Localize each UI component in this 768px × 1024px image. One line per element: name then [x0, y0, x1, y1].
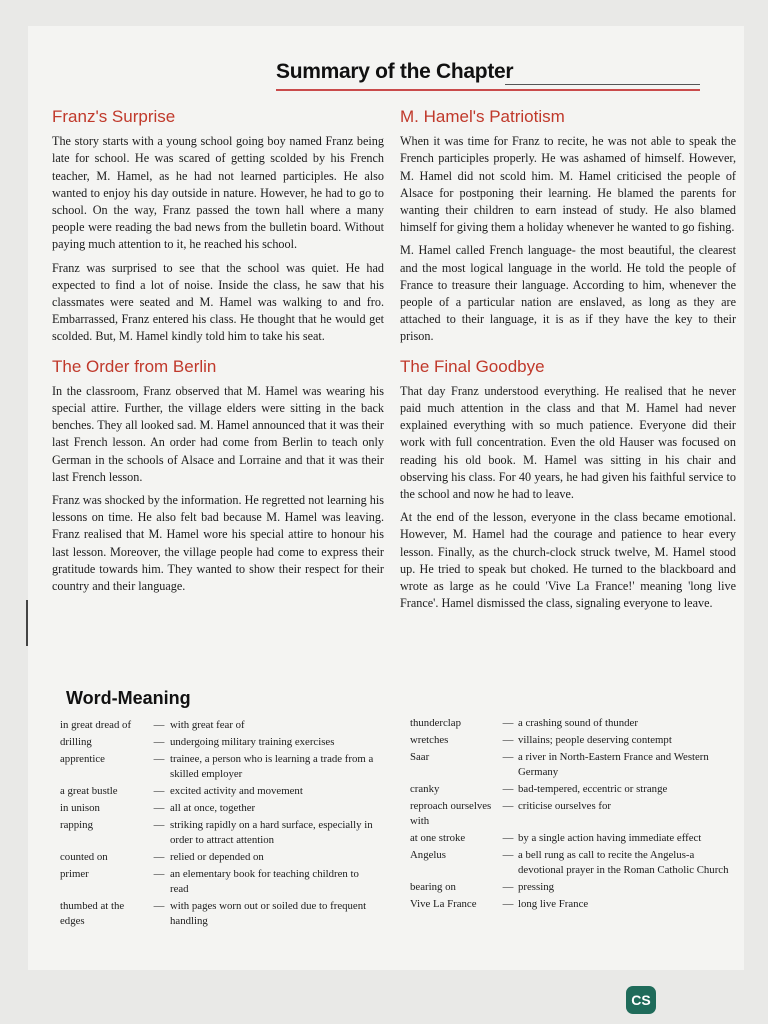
word-meaning-row [410, 799, 735, 829]
term: at one stroke [410, 832, 466, 844]
dash: — [153, 802, 165, 814]
paragraph: Franz was surprised to see that the school was quiet. He had expected to find a lot of noise. Inside the class, he saw that his classmates were seated and M. Hamel was walking to and fro. Embarrassed, Franz entered his class. He thought that he would get scolded. But, M. Hamel kindly told him to take his seat. [52, 260, 384, 344]
section-heading: Franz's Surprise [52, 107, 176, 126]
paragraph: M. Hamel called French language- the most beautiful, the clearest and the most logical language in the world. He told the people of France to treasure their language. According to him, whenever the people of a particular nation are enslaved, as long as they are attached to their language, it is as if they have the key to their prison. [400, 243, 736, 344]
meaning: a crashing sound of thunder [518, 717, 638, 729]
term: cranky [410, 783, 440, 795]
section-final-goodbye [400, 358, 736, 613]
meaning: criticise ourselves for [518, 800, 611, 812]
title-underline [505, 84, 700, 85]
word-meaning-title: Word-Meaning [66, 688, 191, 708]
word-meaning-row [60, 850, 380, 865]
dash: — [153, 819, 165, 831]
meaning: undergoing military training exercises [170, 736, 335, 748]
margin-pen-mark [26, 600, 28, 646]
word-meaning-row [410, 782, 735, 797]
meaning: striking rapidly on a hard surface, especially in order to attract attention [170, 819, 373, 846]
word-meaning-row [60, 899, 380, 929]
meaning: trainee, a person who is learning a trade from a skilled employer [170, 753, 374, 780]
meaning: villains; people deserving contempt [518, 734, 672, 746]
word-meaning-row [60, 752, 380, 782]
meaning: by a single action having immediate effect [518, 832, 702, 844]
term: in unison [60, 802, 100, 814]
term: Saar [410, 751, 430, 763]
dash: — [502, 783, 514, 795]
term: thumbed at the edges [60, 900, 125, 927]
paragraph: In the classroom, Franz observed that M. Hamel was wearing his special attire. Further, the village elders were sitting in the back benches. They all looked sad. M. Hamel announced that it was their last French lesson. An order had come from Berlin to teach only German in the schools of Alsace and Lorraine and that it was their last French lesson. [52, 383, 384, 484]
term: Angelus [410, 849, 446, 861]
dash: — [153, 900, 165, 912]
dash: — [502, 881, 514, 893]
section-hamels-patriotism [400, 108, 736, 346]
dash: — [502, 751, 514, 763]
term: apprentice [60, 753, 105, 765]
left-column [52, 108, 384, 601]
word-meaning-row [60, 867, 380, 897]
dash: — [153, 753, 165, 765]
dash: — [502, 734, 514, 746]
word-meaning-row [410, 897, 735, 912]
section-heading: The Final Goodbye [400, 356, 545, 376]
meaning: bad-tempered, eccentric or strange [518, 783, 668, 795]
dash: — [502, 898, 514, 910]
meaning: pressing [518, 881, 554, 893]
term: drilling [60, 736, 92, 748]
word-meaning-row [60, 718, 380, 733]
dash: — [502, 800, 514, 812]
word-meaning-row [410, 716, 735, 731]
term: Vive La France [410, 898, 477, 910]
term: a great bustle [60, 785, 118, 797]
term: bearing on [410, 881, 456, 893]
term: wretches [410, 734, 449, 746]
meaning: relied or depended on [170, 851, 264, 863]
meaning: with great fear of [170, 719, 245, 731]
title-rule [276, 89, 700, 91]
word-meaning-row [410, 750, 735, 780]
right-column [400, 108, 736, 618]
dash: — [153, 868, 165, 880]
term: thunderclap [410, 717, 461, 729]
word-meaning-row [60, 784, 380, 799]
word-meaning-row [60, 735, 380, 750]
word-meaning-list-left [60, 718, 380, 931]
section-heading: M. Hamel's Patriotism [400, 107, 565, 126]
section-order-from-berlin [52, 358, 384, 596]
word-meaning-row [410, 733, 735, 748]
meaning: with pages worn out or soiled due to frequent handling [170, 900, 367, 927]
dash: — [153, 736, 165, 748]
meaning: a bell rung as call to recite the Angelus-a devotional prayer in the Roman Catholic Church [518, 849, 729, 876]
dash: — [153, 785, 165, 797]
term: rapping [60, 819, 93, 831]
camscanner-logo-icon: CS [626, 986, 656, 1014]
paragraph: At the end of the lesson, everyone in the class became emotional. However, M. Hamel had the courage and patience to hear every lesson. Finally, as the church-clock struck twelve, M. Hamel stood up. He tried to speak but choked. He turned to the blackboard and wrote as large as he could 'Vive La France!' meaning 'long live France'. Hamel dismissed the class, signaling everyone to leave. [400, 510, 736, 611]
word-meaning-list-right [410, 716, 735, 914]
meaning: an elementary book for teaching children to read [170, 868, 359, 895]
term: in great dread of [60, 719, 132, 731]
meaning: excited activity and movement [170, 785, 303, 797]
section-franzs-surprise [52, 108, 384, 346]
dash: — [502, 717, 514, 729]
paragraph: When it was time for Franz to recite, he was not able to speak the French participles properly. He was ashamed of himself. However, M. Hamel did not scold him. M. Hamel criticised the people of Alsace for postponing their learning. He blamed the parents for wanting their children to earn instead of study. He also blamed himself for giving them a holiday whenever he wanted to go fishing. [400, 134, 736, 235]
term: primer [60, 868, 89, 880]
dash: — [502, 849, 514, 861]
paragraph: The story starts with a young school going boy named Franz being late for school. He was scared of getting scolded by his French teacher, M. Hamel, as he had not learned participles. He also wanted to enjoy his day outside in nature. However, he had to go to school. On the way, Franz passed the town hall where a many people were reading the bad news from the bulletin board. Without paying much attention to it, he reached his school. [52, 134, 384, 252]
page-title: Summary of the Chapter [276, 60, 514, 83]
word-meaning-row [410, 880, 735, 895]
section-heading: The Order from Berlin [52, 356, 217, 376]
word-meaning-row [60, 818, 380, 848]
meaning: a river in North-Eastern France and Western Germany [518, 751, 709, 778]
term: counted on [60, 851, 108, 863]
word-meaning-row [410, 848, 735, 878]
paragraph: That day Franz understood everything. He realised that he never paid much attention in the class and that M. Hamel had never explained everything with so much patience. Everyone did their work with full concentration. Even the old Hauser was focused on reading his old book. M. Hamel was sitting in his chair and observing his class. For 40 years, he had given his faithful service to the school and now he had to leave. [400, 383, 736, 502]
word-meaning-row [410, 831, 735, 846]
meaning: all at once, together [170, 802, 256, 814]
term: reproach ourselves with [410, 800, 492, 827]
dash: — [502, 832, 514, 844]
meaning: long live France [518, 898, 589, 910]
dash: — [153, 851, 165, 863]
dash: — [153, 719, 165, 731]
word-meaning-row [60, 801, 380, 816]
paragraph: Franz was shocked by the information. He regretted not learning his lessons on time. He also felt bad because M. Hamel was leaving. Franz realised that M. Hamel wore his special attire to honour his last lesson. Moreover, the village people had come to express their gratitude towards him. They wanted to show their respect for their country and their language. [52, 493, 385, 594]
